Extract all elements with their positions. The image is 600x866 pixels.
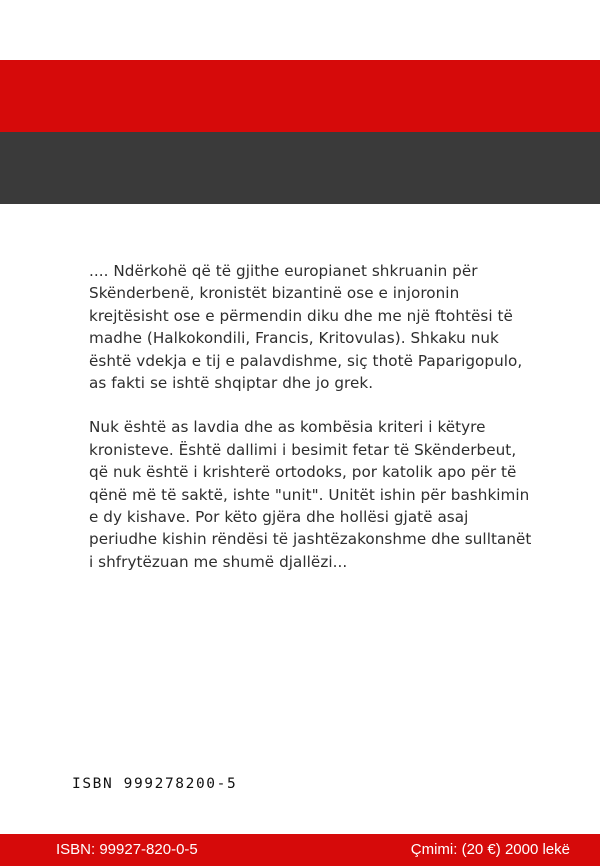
- dark-header-band: [0, 132, 600, 204]
- footer-isbn: ISBN: 99927-820-0-5: [56, 841, 198, 858]
- footer-price: Çmimi: (20 €) 2000 lekë: [410, 841, 570, 858]
- isbn-barcode-text: ISBN 999278200-5: [72, 776, 238, 792]
- footer-bar: [0, 834, 600, 866]
- blurb-paragraph-1: .... Ndërkohë që të gjithe europianet shkruanin për Skënderbenë, kronistët bizantinë ose e injoronin krejtësisht ose e përmendin diku dhe me një ftohtësi të madhe (Halkokondili, Francis, Kritovulas). Shkaku nuk është vdekja e tij e palavdishme, siç thotë Paparigopulo, as fakti se ishtë shqiptar dhe jo grek.: [89, 262, 523, 393]
- blurb-paragraph-2: Nuk është as lavdia dhe as kombësia kriteri i këtyre kronisteve. Është dallimi i besimit fetar të Skënderbeut, që nuk është i krishterë ortodoks, por katolik apo për të qënë më të saktë, ishte "unit". Unitët ishin për bashkimin e dy kishave. Por këto gjëra dhe hollësi gjatë asaj periudhe kishin rëndësi të jashtëzakonshme dhe sulltanët i shfrytëzuan me shumë djallëzi...: [89, 418, 532, 571]
- blurb-text: [89, 260, 539, 595]
- red-header-band: [0, 60, 600, 132]
